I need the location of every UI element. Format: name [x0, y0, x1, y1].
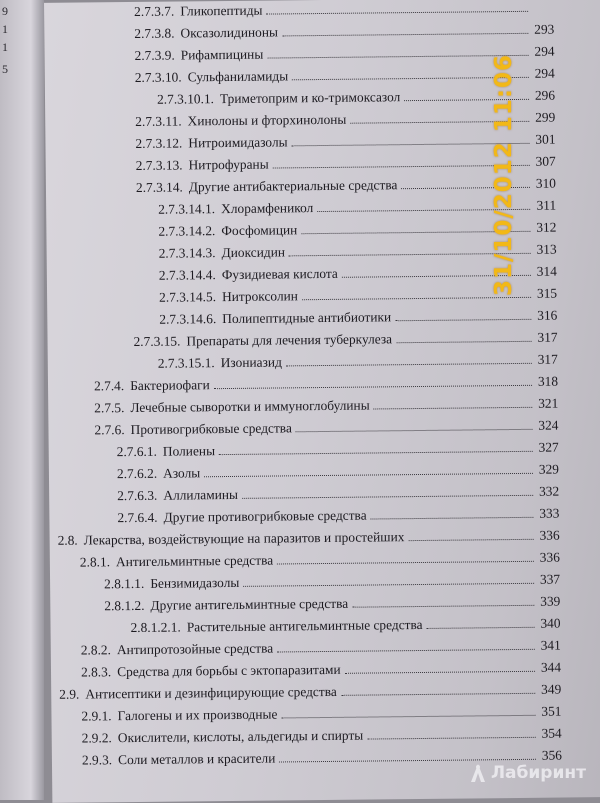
toc-leader — [374, 407, 533, 410]
date-stamp-text: 31/10/2012 11:06 — [491, 54, 517, 296]
toc-title: Диоксидин — [221, 244, 285, 261]
toc-page-number: 317 — [533, 330, 557, 346]
toc-page-number: 307 — [532, 154, 556, 170]
toc-page-number: 324 — [534, 418, 558, 434]
toc-number: 2.8.1.2. — [104, 598, 144, 614]
toc-title: Антипротозойные средства — [117, 641, 273, 659]
toc-page-number: 315 — [533, 286, 557, 302]
toc-title: Препараты для лечения туберкулеза — [186, 331, 392, 349]
toc-title: Триметоприм и ко-тримоксазол — [220, 89, 401, 107]
left-page-fragment: 1 — [2, 40, 8, 55]
toc-page-number: 337 — [536, 572, 560, 588]
toc-leader — [427, 627, 535, 629]
toc-number: 2.7.4. — [94, 378, 124, 394]
toc-page-number: 294 — [531, 66, 555, 82]
toc-title: Лечебные сыворотки и иммуноглобулины — [130, 398, 369, 417]
toc-number: 2.7.5. — [94, 400, 124, 416]
toc-title: Хлорамфеникол — [221, 200, 313, 217]
watermark-text: Лабиринт — [491, 763, 586, 783]
toc-entry — [94, 396, 558, 417]
toc-leader — [371, 517, 534, 520]
left-page-fragment: 9 — [2, 4, 8, 19]
toc-number: 2.8.1.1. — [104, 576, 144, 592]
toc-number: 2.9.3. — [82, 752, 112, 768]
toc-title: Бактериофаги — [130, 377, 210, 394]
toc-entry — [159, 308, 557, 328]
toc-page-number: 314 — [533, 264, 557, 280]
toc-title: Полипептидные антибиотики — [222, 309, 391, 327]
toc-title: Антигельминтные средства — [116, 553, 273, 571]
toc-title: Растительные антигельминтные средства — [187, 617, 423, 635]
toc-entry — [117, 440, 559, 461]
toc-number: 2.7.6.2. — [117, 466, 157, 482]
toc-number: 2.7.3.14.1. — [158, 201, 215, 218]
toc-page-number: 296 — [531, 88, 555, 104]
toc-page-number: 317 — [534, 352, 558, 368]
toc-title: Сульфаниламиды — [188, 68, 289, 85]
toc-title: Аллиламины — [163, 487, 238, 504]
toc-title: Азолы — [163, 465, 200, 481]
toc-title: Оксазолидиноны — [180, 24, 278, 41]
toc-leader — [242, 495, 533, 499]
toc-page-number: 332 — [535, 484, 559, 500]
toc-entry — [117, 506, 559, 527]
toc-number: 2.8.1.2.1. — [130, 620, 180, 637]
toc-page-number: 344 — [537, 660, 561, 676]
toc-entry — [133, 330, 557, 350]
toc-leader — [204, 473, 533, 477]
toc-title: Другие противогрибковые средства — [164, 508, 367, 526]
toc-number: 2.7.3.14.5. — [159, 289, 216, 306]
toc-entry — [80, 550, 560, 571]
toc-title: Фузидиевая кислота — [222, 266, 338, 283]
toc-page-number: 312 — [532, 220, 556, 236]
toc-number: 2.8.2. — [81, 642, 111, 658]
toc-number: 2.7.3.9. — [134, 48, 174, 64]
left-page-edge — [0, 0, 44, 800]
toc-title: Полиены — [163, 443, 215, 460]
toc-title: Нитроксолин — [222, 288, 298, 305]
toc-page-number: 329 — [535, 462, 559, 478]
toc-page-number: 310 — [532, 176, 556, 192]
toc-number: 2.7.3.10. — [135, 69, 182, 85]
left-page-fragment: 1 — [2, 22, 8, 37]
toc-number: 2.7.3.13. — [136, 157, 183, 173]
toc-number: 2.7.3.11. — [135, 113, 182, 129]
toc-number: 2.9. — [59, 687, 79, 703]
toc-number: 2.7.3.14. — [136, 179, 183, 195]
toc-title: Нитроимидазолы — [188, 134, 287, 151]
toc-title: Бензимидазолы — [150, 575, 239, 592]
toc-title: Другие антигельминтные средства — [150, 596, 348, 614]
toc-leader — [219, 451, 533, 455]
toc-number: 2.7.3.7. — [134, 4, 174, 20]
toc-entry — [117, 462, 559, 483]
toc-number: 2.8.3. — [81, 664, 111, 680]
toc-leader — [282, 33, 528, 37]
toc-number: 2.7.3.14.6. — [159, 311, 216, 328]
toc-number: 2.7.3.15. — [133, 334, 180, 350]
toc-leader — [341, 693, 535, 696]
toc-page-number: 294 — [530, 44, 554, 60]
toc-number: 2.7.3.10.1. — [157, 91, 214, 108]
toc-page-number: 301 — [531, 132, 555, 148]
toc-leader — [286, 363, 532, 367]
toc-page-number: 336 — [536, 550, 560, 566]
toc-leader — [408, 539, 533, 541]
toc-title: Противогрибковые средства — [131, 420, 292, 438]
toc-title: Средства для борьбы с эктопаразитами — [117, 662, 341, 680]
toc-entry — [104, 594, 560, 615]
camera-date-stamp — [486, 50, 522, 300]
toc-leader — [277, 561, 534, 565]
toc-title: Антисептики и дезинфицирующие средства — [85, 684, 337, 703]
toc-page-number: 333 — [535, 506, 559, 522]
toc-number: 2.7.3.14.4. — [159, 267, 216, 284]
toc-number: 2.7.3.14.3. — [159, 245, 216, 262]
toc-title: Другие антибактериальные средства — [189, 177, 398, 195]
toc-leader — [281, 715, 535, 719]
toc-title: Галогены и их производные — [118, 707, 278, 725]
toc-entry — [134, 0, 554, 20]
toc-number: 2.7.6.3. — [117, 488, 157, 504]
toc-title: Хинолоны и фторхинолоны — [188, 112, 347, 130]
toc-entry — [81, 704, 561, 725]
toc-entry — [58, 528, 560, 549]
toc-number: 2.7.3.14.2. — [158, 223, 215, 240]
toc-leader — [267, 11, 529, 15]
toc-number: 2.7.6.1. — [117, 444, 157, 460]
toc-page-number: 351 — [537, 704, 561, 720]
toc-entry — [94, 418, 558, 439]
toc-title: Фосфомицин — [221, 222, 297, 239]
toc-leader — [345, 671, 535, 674]
toc-entry — [117, 484, 559, 505]
toc-entry — [130, 616, 560, 637]
toc-title: Лекарства, воздействующие на паразитов и простейших — [84, 529, 405, 548]
toc-title: Соли металлов и красители — [118, 751, 275, 769]
toc-leader — [277, 649, 535, 653]
toc-number: 2.7.6.4. — [117, 510, 157, 526]
toc-leader — [214, 385, 532, 389]
toc-entry — [134, 22, 554, 42]
left-page-fragment: 5 — [2, 62, 8, 77]
toc-leader — [243, 583, 534, 587]
toc-title: Гликопептиды — [180, 3, 262, 20]
toc-page-number: 316 — [533, 308, 557, 324]
toc-entry — [158, 352, 558, 372]
toc-leader — [396, 341, 531, 343]
toc-number: 2.7.3.8. — [134, 26, 174, 42]
toc-page-number: 299 — [531, 110, 555, 126]
toc-number: 2.8.1. — [80, 554, 110, 570]
toc-title: Рифампицины — [181, 47, 264, 64]
labirint-logo-icon — [467, 762, 489, 784]
toc-leader — [395, 319, 531, 321]
toc-page-number: 311 — [532, 198, 556, 214]
toc-entry — [94, 374, 558, 395]
toc-page-number: 327 — [535, 440, 559, 456]
toc-leader — [367, 737, 535, 740]
toc-entry — [82, 726, 562, 747]
toc-page-number: 321 — [534, 396, 558, 412]
toc-number: 2.8. — [58, 533, 78, 549]
toc-title: Нитрофураны — [189, 157, 269, 174]
toc-page-number: 318 — [534, 374, 558, 390]
toc-page-number: 356 — [538, 748, 562, 764]
toc-page-number: 354 — [538, 726, 562, 742]
toc-page-number: 341 — [537, 638, 561, 654]
toc-entry — [104, 572, 560, 593]
toc-entry — [81, 638, 561, 659]
toc-page-number: 293 — [530, 22, 554, 38]
toc-title: Изониазид — [221, 354, 282, 371]
toc-page-number: 339 — [536, 594, 560, 610]
toc-entry — [81, 660, 561, 681]
toc-page-number: 336 — [536, 528, 560, 544]
toc-page-number: 340 — [536, 616, 560, 632]
toc-page-number: 349 — [537, 682, 561, 698]
toc-number: 2.7.3.15.1. — [158, 355, 215, 372]
toc-number: 2.9.2. — [82, 730, 112, 746]
toc-number: 2.7.3.12. — [135, 135, 182, 151]
toc-title: Окислители, кислоты, альдегиды и спирты — [118, 728, 364, 747]
toc-leader — [296, 429, 533, 432]
toc-page-number: 313 — [533, 242, 557, 258]
toc-number: 2.7.6. — [94, 422, 124, 438]
toc-entry — [59, 682, 561, 703]
labirint-watermark — [467, 762, 586, 784]
toc-number: 2.9.1. — [81, 708, 111, 724]
toc-leader — [352, 605, 534, 608]
